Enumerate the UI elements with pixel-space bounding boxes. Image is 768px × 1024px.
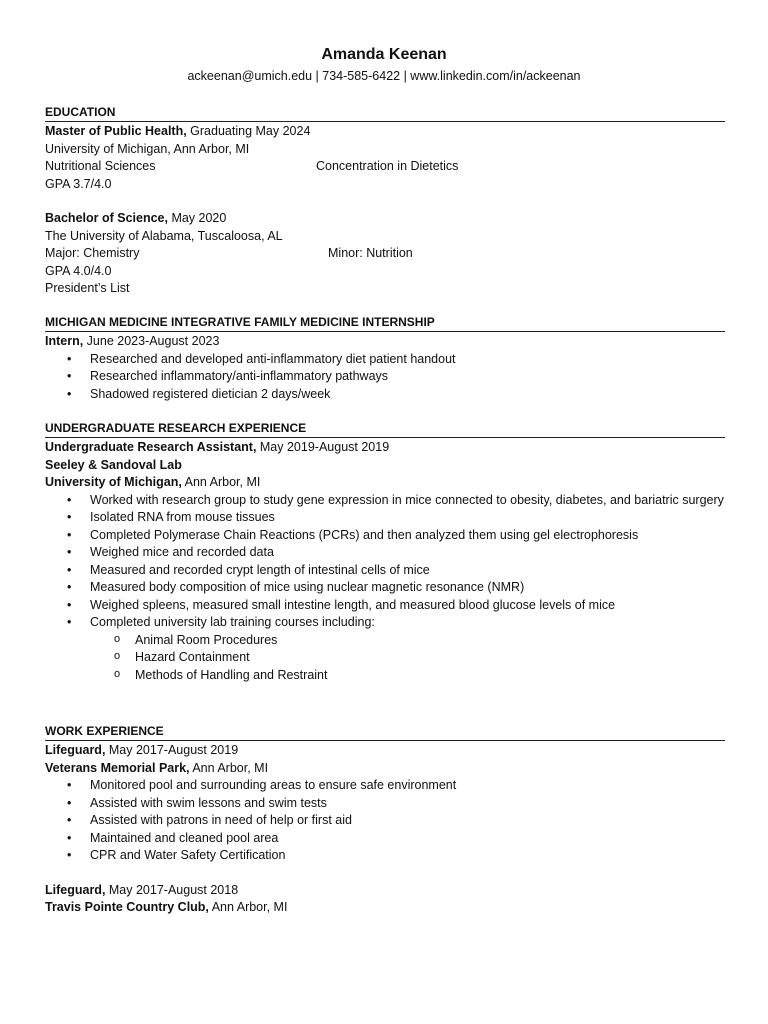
role-dates: May 2017-August 2018 — [105, 882, 239, 897]
candidate-name: Amanda Keenan — [321, 46, 447, 63]
list-item: • Weighed spleens, measured small intestine length, and measured blood glucose levels of mice — [45, 597, 725, 615]
list-item: • Worked with research group to study gene expression in mice connected to obesity, diabetes, and bariatric surgery — [45, 492, 725, 510]
course-item: o Hazard Containment — [45, 649, 725, 667]
role-line — [45, 882, 725, 900]
bullet-list — [45, 351, 725, 404]
list-item: • Researched and developed anti-inflammatory diet patient handout — [45, 351, 725, 369]
list-item: • Maintained and cleaned pool area — [45, 830, 725, 848]
degree-date: May 2020 — [167, 211, 227, 225]
section-title: UNDERGRADUATE RESEARCH EXPERIENCE — [45, 420, 725, 438]
role-line — [45, 439, 725, 457]
school-name: University of Michigan, Ann Arbor, MI — [45, 141, 250, 156]
field-of-study: Nutritional Sciences — [45, 159, 156, 173]
contact-info: ackeenan@umich.edu | 734-585-6422 | www.linkedin.com/in/ackeenan — [187, 69, 581, 83]
mph-line — [45, 123, 725, 141]
list-item: • Researched inflammatory/anti-inflammatory pathways — [45, 368, 725, 386]
list-item: • Monitored pool and surrounding areas to ensure safe environment — [45, 777, 725, 795]
org-name: Travis Pointe Country Club, — [45, 900, 209, 914]
org-line — [45, 760, 725, 778]
major: Major: Chemistry — [45, 246, 140, 260]
role-title: Lifeguard, — [45, 882, 106, 897]
section-title: MICHIGAN MEDICINE INTEGRATIVE FAMILY MEDICINE INTERNSHIP — [45, 314, 725, 332]
list-item: • Weighed mice and recorded data — [45, 544, 725, 562]
org-name: University of Michigan, — [45, 475, 182, 489]
list-item: • Measured and recorded crypt length of intestinal cells of mice — [45, 562, 725, 580]
minor: Minor: Nutrition — [328, 246, 413, 260]
section-title: EDUCATION — [45, 104, 725, 122]
research-section — [45, 420, 725, 684]
degree-name: Master of Public Health, — [45, 124, 187, 138]
list-item: • Assisted with swim lessons and swim tests — [45, 795, 725, 813]
degree-name: Bachelor of Science, — [45, 211, 168, 225]
major-line — [45, 245, 725, 263]
internship-section — [45, 314, 725, 403]
role-dates: May 2019-August 2019 — [256, 440, 390, 454]
honor: President’s List — [45, 281, 130, 295]
role-line — [45, 333, 725, 351]
list-item: • Isolated RNA from mouse tissues — [45, 509, 725, 527]
field-line — [45, 158, 725, 176]
org-line — [45, 899, 725, 917]
role-line — [45, 742, 725, 760]
list-item: • Shadowed registered dietician 2 days/week — [45, 386, 725, 404]
bullet-list — [45, 777, 725, 865]
list-item: • Measured body composition of mice using nuclear magnetic resonance (NMR) — [45, 579, 725, 597]
course-list — [45, 632, 725, 685]
gpa: GPA 4.0/4.0 — [45, 263, 112, 278]
role-title: Intern, — [45, 334, 84, 348]
list-item: • Assisted with patrons in need of help or first aid — [45, 812, 725, 830]
degree-date: Graduating May 2024 — [186, 124, 311, 138]
org-location: Ann Arbor, MI — [208, 900, 288, 914]
education-section — [45, 104, 725, 298]
org-line — [45, 474, 725, 492]
role-title: Undergraduate Research Assistant, — [45, 440, 257, 454]
gpa: GPA 3.7/4.0 — [45, 176, 112, 191]
role-title: Lifeguard, — [45, 743, 106, 757]
lab-name: Seeley & Sandoval Lab — [45, 457, 182, 472]
school-name: The University of Alabama, Tuscaloosa, AL — [45, 228, 283, 243]
course-item: o Methods of Handling and Restraint — [45, 667, 725, 685]
list-item: • Completed Polymerase Chain Reactions (PCRs) and then analyzed them using gel electrophoresis — [45, 527, 725, 545]
org-location: Ann Arbor, MI — [189, 760, 269, 775]
section-title: WORK EXPERIENCE — [45, 723, 725, 741]
org-name: Veterans Memorial Park, — [45, 760, 190, 775]
concentration: Concentration in Dietetics — [316, 159, 459, 173]
bullet-list — [45, 492, 725, 632]
role-dates: June 2023-August 2023 — [83, 334, 220, 348]
list-item: • Completed university lab training courses including: — [45, 614, 725, 632]
work-section — [45, 723, 725, 917]
org-location: Ann Arbor, MI — [181, 475, 261, 489]
bs-line — [45, 210, 725, 228]
list-item: • CPR and Water Safety Certification — [45, 847, 725, 865]
course-item: o Animal Room Procedures — [45, 632, 725, 650]
role-dates: May 2017-August 2019 — [105, 743, 239, 757]
